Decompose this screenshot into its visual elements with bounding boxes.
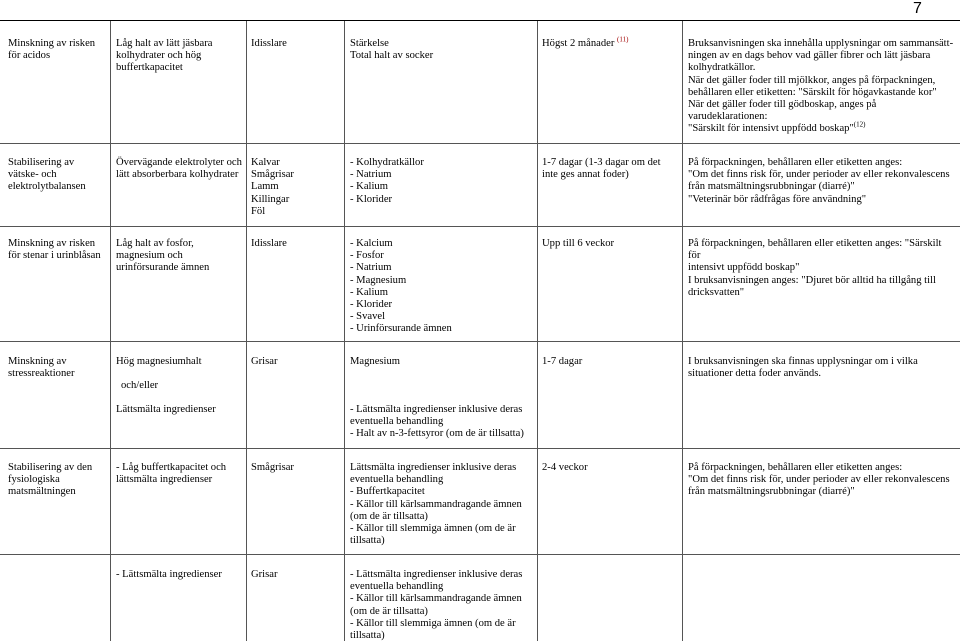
nutritional-features-cell: Övervägande elektrolyter och lätt absorberbara kolhydrater	[116, 157, 242, 181]
row-divider	[0, 448, 960, 449]
column-divider	[682, 21, 683, 641]
column-divider	[110, 21, 111, 641]
species-cell: Kalvar Smågrisar Lamm Killingar Föl	[251, 157, 294, 217]
nutritional-features-cell: - Låg buffertkapacitet och lättsmälta ingredienser	[116, 462, 227, 486]
nutritional-features-cell: Lättsmälta ingredienser	[116, 404, 216, 415]
species-cell: Grisar	[251, 356, 278, 367]
other-provisions-cell: På förpackningen, behållaren eller etiketten anges: "Särskilt för intensivt uppfödd boskap" I bruksanvisningen anges: "Djuret bör alltid ha tillgång till dricksvatten"	[688, 238, 942, 298]
declarations-cell: - Lättsmälta ingredienser inklusive deras eventuella behandling - Halt av n-3-fettsyror (om de är tillsatta)	[350, 404, 524, 440]
footnote-ref: (11)	[617, 35, 629, 44]
declarations-cell: Lättsmälta ingredienser inklusive deras eventuella behandling - Buffertkapacitet - Källor till kärlsammandragande ämnen (om de är tillsatta) - Källor till slemmiga ämnen (om de är tillsatta)	[350, 462, 522, 547]
column-divider	[246, 21, 247, 641]
nutritional-features-cell: - Lättsmälta ingredienser	[116, 569, 222, 580]
declarations-cell: - Lättsmälta ingredienser inklusive deras eventuella behandling - Källor till kärlsammandragande ämnen (om de är tillsatta) - Källor till slemmiga ämnen (om de är tillsatta)	[350, 569, 523, 642]
duration-text: Högst 2 månader	[542, 38, 615, 49]
objective-cell: Minskning av stressreaktioner	[8, 356, 75, 380]
objective-cell: Stabilisering av den fysiologiska matsmältningen	[8, 462, 93, 498]
row-divider	[0, 341, 960, 342]
species-cell: Idisslare	[251, 238, 287, 249]
declarations-cell: Magnesium	[350, 356, 401, 367]
row-divider	[0, 143, 960, 144]
species-cell: Grisar	[251, 569, 278, 580]
other-provisions-cell: I bruksanvisningen ska finnas upplysningar om i vilka situationer detta foder används.	[688, 356, 918, 380]
column-divider	[344, 21, 345, 641]
table-top-border	[0, 20, 960, 21]
other-provisions-cell: På förpackningen, behållaren eller etiketten anges: "Om det finns risk för, under perioder av eller rekonvalescens från matsmältningsrubbningar (diarré)"	[688, 462, 950, 498]
nutritional-features-cell: Låg halt av fosfor, magnesium och urinförsurande ämnen	[116, 238, 210, 274]
other-provisions-cell: På förpackningen, behållaren eller etiketten anges: "Om det finns risk för, under perioder av eller rekonvalescens från matsmältningsrubbningar (diarré)" "Veterinär bör rådfrågas före användning"	[688, 157, 950, 205]
column-divider	[537, 21, 538, 641]
objective-cell: Minskning av risken för acidos	[8, 38, 96, 62]
row-divider	[0, 226, 960, 227]
objective-cell: Stabilisering av vätske- och elektrolytbalansen	[8, 157, 86, 193]
other-provisions-text: Bruksanvisningen ska innehålla upplysningar om sammansätt- ningen av en dags behov vad gäller fibrer och lätt jäsbara kolhydratkällor. När det gäller foder till mjölkkor, anges på förpackningen, behållaren eller etiketten: "Särskilt för högavkastande kor" När det gäller foder till gödboskap, anges på varudeklarationen: "Särskilt för intensivt uppfödd boskap"	[688, 38, 954, 135]
row-divider	[0, 554, 960, 555]
declarations-cell: - Kolhydratkällor - Natrium - Kalium - Klorider	[350, 157, 424, 205]
footnote-ref: (12)	[853, 120, 866, 129]
page-number: 7	[913, 0, 922, 17]
species-cell: Idisslare	[251, 38, 287, 49]
objective-cell: Minskning av risken för stenar i urinblåsan	[8, 238, 101, 262]
duration-cell: 2-4 veckor	[542, 462, 588, 473]
duration-cell	[542, 35, 682, 50]
declarations-cell: - Kalcium - Fosfor - Natrium - Magnesium - Kalium - Klorider - Svavel - Urinförsurande ämnen	[350, 238, 452, 335]
duration-cell: 1-7 dagar (1-3 dagar om det inte ges annat foder)	[542, 157, 661, 181]
declarations-cell: Stärkelse Total halt av socker	[350, 38, 434, 62]
features-connector: och/eller	[121, 380, 159, 391]
duration-cell: Upp till 6 veckor	[542, 238, 615, 249]
species-cell: Smågrisar	[251, 462, 294, 473]
nutritional-features-cell: Låg halt av lätt jäsbara kolhydrater och hög buffertkapacitet	[116, 38, 213, 74]
duration-cell: 1-7 dagar	[542, 356, 583, 367]
nutritional-features-cell: Hög magnesiumhalt	[116, 356, 202, 367]
other-provisions-cell	[688, 38, 956, 136]
